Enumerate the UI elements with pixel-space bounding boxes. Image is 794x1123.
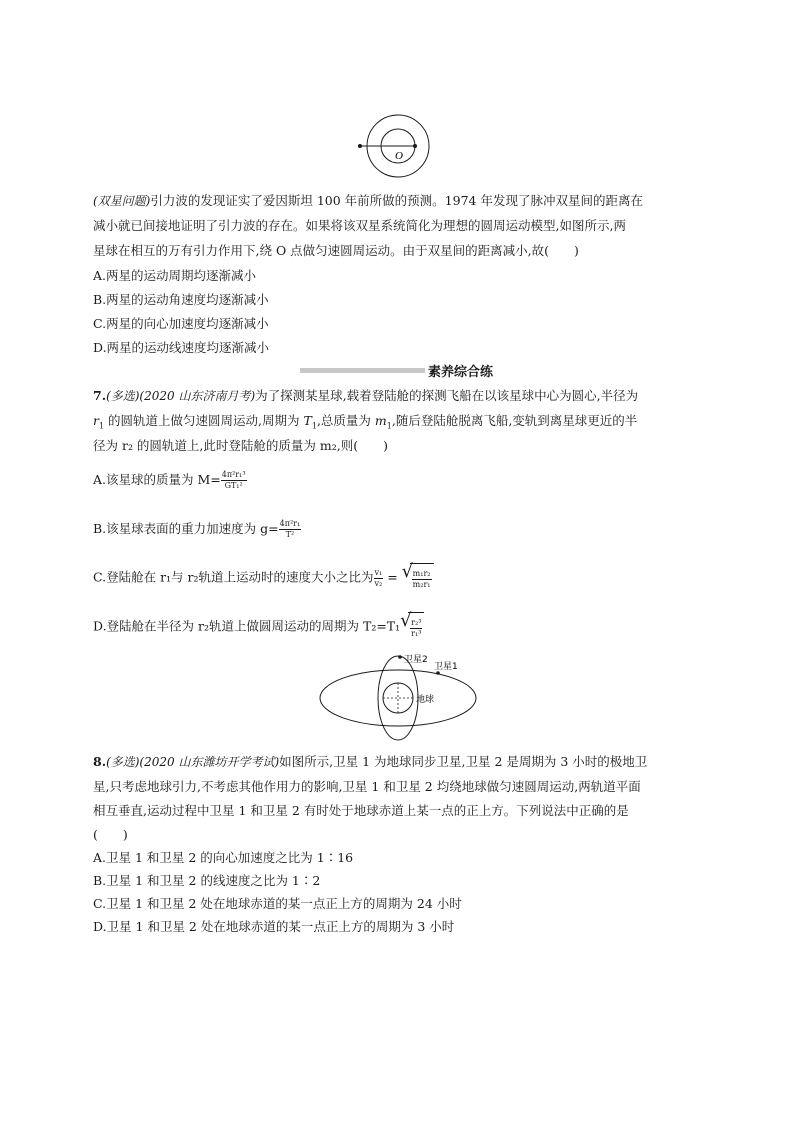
q8-tag: (多选)(2020 山东潍坊开学考试) — [106, 755, 280, 769]
q8-stem-line-3: 相互垂直,运动过程中卫星 1 和卫星 2 有时处于地球赤道上某一点的正上方。下列说法中正确的是 — [93, 803, 629, 818]
q7-stem-line-1: 7.(多选)(2020 山东济南月考)为了探测某星球,载着登陆舱的探测飞船在以该星球中心为圆心,半径为 — [93, 388, 639, 403]
q6-stem-line-1: (双星问题)引力波的发现证实了爱因斯坦 100 年前所做的预测。1974 年发现了脉冲双星间的距离在 — [93, 193, 643, 208]
q7-c-sqrt: √ $\frac{\text{m₁r₂}}{\text{m₂r₁}}$ — [402, 563, 434, 593]
q7-stem-line-3: 径为 r₂ 的圆轨道上,此时登陆舱的质量为 m₂,则( ) — [93, 438, 388, 453]
equatorial-orbit — [320, 670, 476, 726]
star-left — [358, 144, 362, 148]
q7-a-fraction: $\frac{\text{4π²r₁³}}{\text{GT₁²}}$ — [221, 470, 246, 490]
q6-stem-line-2: 减小就已间接地证明了引力波的存在。如果将该双星系统简化为理想的圆周运动模型,如图所示,两 — [93, 218, 626, 233]
q6-stem-line-3: 星球在相互的万有引力作用下,绕 O 点做匀速圆周运动。由于双星间的距离减小,故( ) — [93, 243, 579, 258]
q6-option-d: D.两星的运动线速度均逐渐减小 — [93, 340, 270, 355]
section-title: 素养综合练 — [428, 365, 494, 380]
satellite-1-label: 卫星1 — [434, 662, 458, 672]
q8-stem-line-1: 8.(多选)(2020 山东潍坊开学考试)如图所示,卫星 1 为地球同步卫星,卫星 2 是周期为 3 小时的极地卫 — [93, 754, 648, 769]
q7-option-a: A.该星球的质量为 M= $\frac{\text{4π²r₁³}}{\text{GT₁²}}$ — [93, 470, 246, 490]
q6-option-b: B.两星的运动角速度均逐渐减小 — [93, 292, 269, 307]
q7-stem-line-2: $r_1$ 的圆轨道上做匀速圆周运动,周期为 $T_1$,总质量为 $m_1$,随后登陆舱脱离飞船,变轨到离星球更近的半 — [93, 413, 638, 431]
q8-option-d: D.卫星 1 和卫星 2 处在地球赤道的某一点正上方的周期为 3 小时 — [93, 919, 455, 934]
q8-option-a: A.卫星 1 和卫星 2 的向心加速度之比为 1∶16 — [93, 850, 354, 865]
q7-d-sqrt: √ $\frac{\text{r₂³}}{\text{r₁³}}$ — [400, 612, 424, 642]
q8-option-c: C.卫星 1 和卫星 2 处在地球赤道的某一点正上方的周期为 24 小时 — [93, 896, 462, 911]
q7-tag: (多选)(2020 山东济南月考) — [106, 389, 256, 403]
q7-c-velocity-ratio: $\frac{\text{v₁}}{\text{v₂}}$ — [374, 567, 383, 588]
q7-number: 7. — [93, 388, 107, 403]
q7-b-fraction: $\frac{\text{4π²r₁}}{\text{T²}}$ — [279, 519, 301, 539]
q7-option-b: B.该星球表面的重力加速度为 g= $\frac{\text{4π²r₁}}{\text{T²}}$ — [93, 519, 301, 539]
star-right — [413, 144, 417, 148]
earth-label: 地球 — [416, 695, 435, 705]
satellite-2-dot — [398, 655, 402, 659]
q8-stem-line-2: 星,只考虑地球引力,不考虑其他作用力的影响,卫星 1 和卫星 2 均绕地球做匀速圆周运动,两轨道平面 — [93, 779, 641, 794]
center-label-o: O — [395, 150, 403, 162]
q7-option-c: C.登陆舱在 r₁与 r₂轨道上运动时的速度大小之比为 $\frac{\text{v₁}}{\text{v₂}}$ = √ $\frac{\text{m₁r₂}}{\text{m₂r₁}}$ — [93, 563, 434, 593]
satellite-orbit-figure — [316, 652, 484, 742]
q6-tag: (双星问题) — [93, 194, 151, 208]
q6-option-c: C.两星的向心加速度均逐渐减小 — [93, 316, 269, 331]
q8-option-b: B.卫星 1 和卫星 2 的线速度之比为 1∶2 — [93, 873, 321, 888]
q7-option-d: D.登陆舱在半径为 r₂轨道上做圆周运动的周期为 T₂=T₁ √ $\frac{\text{r₂³}}{\text{r₁³}}$ — [93, 612, 424, 642]
satellite-2-label: 卫星2 — [404, 655, 428, 665]
section-divider-bar — [300, 368, 425, 373]
q6-option-a: A.两星的运动周期均逐渐减小 — [93, 268, 257, 283]
binary-star-figure — [354, 110, 442, 182]
q8-stem-line-4: ( ) — [93, 827, 128, 842]
q8-number: 8. — [93, 754, 107, 769]
